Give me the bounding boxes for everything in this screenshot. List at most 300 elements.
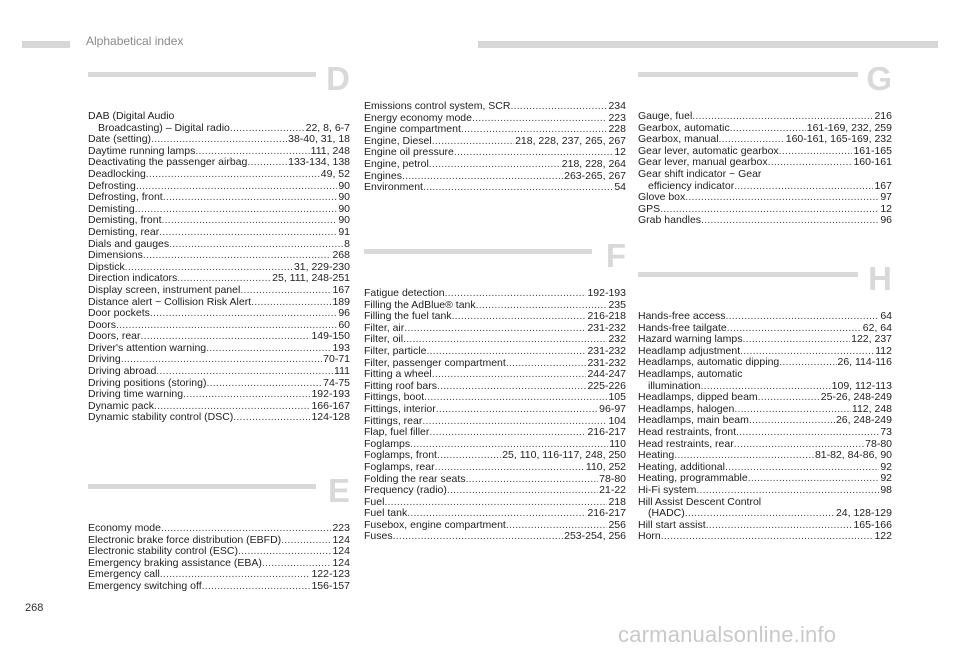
- entry-pages: 12: [614, 146, 626, 159]
- entry-term: Filter, air: [364, 321, 405, 334]
- dot-leader: [437, 381, 587, 393]
- entry-term: Fatigue detection: [364, 287, 445, 299]
- entry-term: Defrosting, front: [88, 191, 163, 204]
- entry-term: Hill start assist: [638, 518, 706, 531]
- entry-pages: 149-150: [311, 330, 350, 343]
- entry-pages: 81-82, 84-86, 90: [814, 449, 892, 462]
- index-entry-heading: DAB (Digital Audio: [88, 110, 175, 122]
- entry-pages: 165-166: [853, 518, 892, 531]
- entry-term: Gearbox, automatic: [638, 121, 730, 134]
- index-entry: [638, 531, 892, 543]
- entry-pages: 112: [875, 344, 892, 357]
- dot-leader: [768, 157, 853, 169]
- index-entry: [364, 462, 626, 474]
- entry-term: Dynamic pack: [88, 399, 154, 412]
- dot-leader: [162, 215, 338, 227]
- entry-term: Headlamps, dipped beam: [638, 391, 758, 404]
- entry-term: Electronic stability control (ESC): [88, 545, 238, 558]
- dot-leader: [424, 392, 607, 404]
- index-entry: [364, 101, 626, 113]
- dot-leader: [674, 450, 814, 462]
- entry-term: Filling the fuel tank: [364, 310, 452, 323]
- entry-term: Fittings, boot: [364, 391, 425, 404]
- entry-term: Electronic brake force distribution (EBFD): [88, 533, 282, 546]
- entry-pages: 104: [608, 414, 626, 427]
- entry-term: Engine, petrol: [364, 157, 429, 170]
- entry-term: Date (setting): [88, 133, 152, 146]
- index-entry: [364, 531, 626, 543]
- section-d-header: [88, 60, 350, 102]
- index-entry: [364, 404, 626, 416]
- entry-term: Filter, passenger compartment: [364, 356, 506, 369]
- entry-term: Broadcasting) – Digital radio: [98, 121, 230, 134]
- dot-leader: [393, 531, 564, 543]
- entry-pages: 90: [338, 191, 350, 204]
- entry-pages: 218, 228, 237, 265, 267: [515, 134, 626, 147]
- index-entry-heading: Headlamps, automatic: [638, 367, 743, 380]
- index-entry: [88, 250, 350, 262]
- index-entry: [88, 343, 350, 355]
- entry-pages: 216-218: [587, 310, 626, 323]
- entry-pages: 234: [608, 100, 626, 112]
- entry-term: Glove box: [638, 191, 686, 204]
- entry-pages: 96: [880, 214, 892, 227]
- header-bar-left: [22, 41, 70, 48]
- entry-pages: 25, 111, 248-251: [272, 272, 350, 285]
- dot-leader: [281, 535, 331, 547]
- entry-term: Engine compartment: [364, 123, 461, 136]
- entry-pages: 26, 114-116: [837, 356, 892, 369]
- entry-term: Hands-free tailgate: [638, 321, 727, 334]
- entry-term: Head restraints, rear: [638, 437, 734, 450]
- entry-pages: 96-97: [599, 402, 626, 415]
- entry-term: Distance alert ~ Collision Risk Alert: [88, 295, 252, 308]
- dot-leader: [116, 320, 337, 332]
- section-divider: [364, 249, 592, 254]
- entry-term: Flap, fuel filler: [364, 426, 430, 439]
- index-entry: [88, 581, 350, 593]
- dot-leader: [150, 308, 337, 320]
- entry-pages: 91: [338, 225, 350, 238]
- entry-term: Display screen, instrument panel: [88, 283, 241, 296]
- entry-term: Doors: [88, 318, 117, 331]
- dot-leader: [436, 404, 598, 416]
- dot-leader: [247, 157, 287, 169]
- dot-leader: [143, 250, 332, 262]
- dot-leader: [402, 171, 563, 183]
- entry-pages: 216: [874, 110, 892, 122]
- entry-term: Dimensions: [88, 249, 143, 262]
- entry-pages: 97: [880, 191, 892, 204]
- entry-pages: 92: [880, 460, 892, 473]
- index-list: [88, 523, 350, 593]
- dot-leader: [169, 239, 343, 251]
- index-entry: [638, 485, 892, 497]
- entry-pages: 167: [874, 179, 892, 192]
- entry-pages: 98: [880, 483, 892, 496]
- index-entry: [364, 485, 626, 497]
- entry-term: Fusebox, engine compartment: [364, 518, 506, 531]
- dot-leader: [445, 288, 587, 300]
- entry-term: Daytime running lamps: [88, 144, 196, 157]
- entry-pages: 90: [338, 214, 350, 227]
- entry-pages: 235: [608, 298, 626, 311]
- dot-leader: [156, 366, 333, 378]
- entry-pages: 12: [880, 202, 892, 215]
- entry-term: Demisting, front: [88, 214, 162, 227]
- entry-term: Driving: [88, 353, 121, 366]
- entry-term: Defrosting: [88, 179, 136, 192]
- entry-term: Heating, programmable: [638, 472, 748, 485]
- entry-pages: 78-80: [865, 437, 892, 450]
- dot-leader: [135, 204, 338, 216]
- entry-pages: 193: [332, 341, 350, 354]
- entry-pages: 167: [332, 283, 350, 296]
- dot-leader: [749, 415, 835, 427]
- entry-pages: 231-232: [587, 356, 626, 369]
- entry-pages: 231-232: [587, 321, 626, 334]
- dot-leader: [706, 520, 853, 532]
- entry-pages: 218: [608, 495, 626, 508]
- dot-leader: [435, 462, 585, 474]
- entry-pages: 54: [614, 181, 626, 194]
- index-entry-heading: Gear shift indicator ~ Gear: [638, 167, 762, 180]
- entry-term: Driving positions (storing): [88, 376, 207, 389]
- entry-pages: 74-75: [323, 376, 350, 389]
- dot-leader: [748, 473, 880, 485]
- entry-term: Gear lever, manual gearbox: [638, 156, 768, 169]
- dot-leader: [685, 508, 835, 520]
- entry-term: Driver's attention warning: [88, 341, 207, 354]
- index-entry: [88, 366, 350, 378]
- dot-leader: [403, 334, 607, 346]
- entry-pages: 223: [608, 111, 626, 124]
- entry-pages: 189: [332, 295, 350, 308]
- dot-leader: [426, 346, 586, 358]
- entry-term: Headlamps, halogen: [638, 402, 735, 415]
- entry-pages: 31, 229-230: [293, 260, 350, 273]
- entry-term: Folding the rear seats: [364, 472, 466, 485]
- dot-leader: [685, 192, 879, 204]
- entry-term: efficiency indicator: [648, 179, 735, 192]
- entry-pages: 228: [608, 123, 626, 136]
- dot-leader: [779, 146, 853, 158]
- entry-term: Demisting, rear: [88, 225, 160, 238]
- dot-leader: [758, 392, 820, 404]
- dot-leader: [466, 474, 599, 486]
- entry-pages: 192-193: [587, 287, 626, 299]
- entry-term: Demisting: [88, 202, 135, 215]
- dot-leader: [779, 357, 836, 369]
- entry-pages: 60: [338, 318, 350, 331]
- entry-pages: 78-80: [599, 472, 626, 485]
- dot-leader: [206, 343, 331, 355]
- entry-pages: 25-26, 248-249: [820, 391, 892, 404]
- entry-term: Hi-Fi system: [638, 483, 697, 496]
- entry-term: Dipstick: [88, 260, 125, 273]
- index-entry: [638, 392, 892, 404]
- section-h-header: [638, 260, 892, 302]
- section-d: [88, 60, 350, 424]
- dot-leader: [422, 416, 607, 428]
- section-letter: F: [605, 237, 626, 274]
- entry-term: Driving time warning: [88, 388, 184, 401]
- entry-term: Heating: [638, 449, 675, 462]
- dot-leader: [432, 369, 587, 381]
- dot-leader: [163, 192, 338, 204]
- dot-leader: [202, 581, 311, 593]
- entry-term: Driving abroad: [88, 365, 157, 378]
- entry-pages: 231-232: [587, 344, 626, 357]
- index-entry: [364, 288, 626, 300]
- entry-term: Engines: [364, 169, 402, 182]
- section-e-continued: [364, 101, 626, 194]
- dot-leader: [447, 485, 598, 497]
- section-h: [638, 260, 892, 543]
- entry-term: Headlamps, automatic dipping: [638, 356, 780, 369]
- index-list: [364, 288, 626, 543]
- entry-pages: 124: [332, 556, 350, 569]
- dot-leader: [734, 181, 873, 193]
- index-entry: [364, 182, 626, 194]
- entry-term: Dynamic stability control (DSC): [88, 411, 234, 424]
- entry-term: Filter, particle: [364, 344, 427, 357]
- dot-leader: [701, 215, 879, 227]
- dot-leader: [734, 404, 851, 416]
- index-entry: [638, 427, 892, 439]
- dot-leader: [452, 311, 587, 323]
- entry-pages: 25, 110, 116-117, 248, 250: [502, 449, 626, 462]
- index-entry: [88, 285, 350, 297]
- index-entry: [364, 323, 626, 335]
- index-entry: [88, 308, 350, 320]
- entry-term: Headlamps, main beam: [638, 414, 749, 427]
- dot-leader: [429, 427, 586, 439]
- entry-term: Direction indicators: [88, 272, 178, 285]
- index-entry: [88, 227, 350, 239]
- entry-term: Fuel: [364, 495, 385, 508]
- dot-leader: [696, 485, 879, 497]
- entry-pages: 268: [332, 249, 350, 262]
- entry-pages: 156-157: [311, 579, 350, 592]
- entry-pages: 90: [338, 202, 350, 215]
- dot-leader: [136, 181, 337, 193]
- entry-pages: 24, 128-129: [835, 507, 892, 520]
- entry-term: Deactivating the passenger airbag: [88, 156, 248, 169]
- entry-pages: 110: [609, 437, 626, 450]
- dot-leader: [510, 101, 607, 113]
- dot-leader: [661, 531, 874, 543]
- index-entry: [638, 111, 892, 123]
- index-entry: [88, 192, 350, 204]
- entry-pages: 64: [880, 310, 892, 322]
- dot-leader: [423, 182, 613, 194]
- dot-leader: [161, 523, 332, 535]
- section-divider: [88, 484, 316, 489]
- entry-pages: 232: [608, 333, 626, 346]
- entry-term: Door pockets: [88, 307, 150, 320]
- index-list: [364, 101, 626, 194]
- entry-term: Doors, rear: [88, 330, 141, 343]
- entry-pages: 122-123: [311, 568, 350, 581]
- dot-leader: [251, 297, 331, 309]
- entry-pages: 223: [332, 522, 350, 534]
- entry-pages: 111: [334, 365, 350, 378]
- entry-term: Deadlocking: [88, 167, 146, 180]
- dot-leader: [727, 323, 862, 335]
- entry-pages: 90: [338, 179, 350, 192]
- index-entry: [88, 169, 350, 181]
- section-letter: H: [868, 260, 892, 297]
- entry-pages: 122, 237: [851, 333, 892, 346]
- index-entry: [638, 520, 892, 532]
- index-entry: [88, 523, 350, 535]
- index-list: [638, 311, 892, 543]
- entry-pages: 70-71: [323, 353, 350, 366]
- entry-pages: 216-217: [587, 507, 626, 520]
- entry-term: Grab handles: [638, 214, 702, 227]
- section-e: [88, 472, 350, 593]
- dot-leader: [692, 111, 873, 123]
- index-list: [88, 111, 350, 424]
- dot-leader: [404, 323, 586, 335]
- entry-term: Emergency braking assistance (EBA): [88, 556, 262, 569]
- section-letter: E: [327, 472, 350, 509]
- entry-term: Fittings, interior: [364, 402, 436, 415]
- entry-term: Fittings, rear: [364, 414, 423, 427]
- index-entry: [638, 508, 892, 520]
- entry-pages: 244-247: [587, 368, 626, 381]
- entry-pages: 110, 252: [585, 460, 626, 473]
- dot-leader: [472, 113, 607, 125]
- entry-pages: 111, 248: [310, 144, 350, 157]
- entry-pages: 225-226: [587, 379, 626, 392]
- entry-term: Fitting roof bars: [364, 379, 437, 392]
- entry-pages: 22, 8, 6-7: [305, 121, 350, 134]
- entry-pages: 160-161: [853, 156, 892, 169]
- entry-term: Head restraints, front: [638, 425, 737, 438]
- entry-term: Headlamp adjustment: [638, 344, 741, 357]
- section-f-header: [364, 237, 626, 279]
- entry-term: Environment: [364, 181, 423, 194]
- entry-pages: 160-161, 165-169, 232: [785, 133, 892, 146]
- entry-term: Gear lever, automatic gearbox: [638, 144, 779, 157]
- entry-term: Economy mode: [88, 522, 161, 534]
- entry-term: Filling the AdBlue® tank: [364, 298, 476, 311]
- entry-term: Dials and gauges: [88, 237, 170, 250]
- dot-leader: [384, 497, 607, 509]
- index-entry-heading: Hill Assist Descent Control: [638, 495, 762, 508]
- entry-pages: 49, 52: [320, 167, 350, 180]
- index-entry: [638, 311, 892, 323]
- dot-leader: [206, 378, 322, 390]
- entry-pages: 161-169, 232, 259: [806, 121, 892, 134]
- entry-pages: 92: [880, 472, 892, 485]
- section-e-header: [88, 472, 350, 514]
- entry-pages: 218, 228, 264: [561, 157, 626, 170]
- entry-term: (HADC): [648, 507, 685, 520]
- entry-term: Foglamps, front: [364, 449, 437, 462]
- entry-pages: 161-165: [853, 144, 892, 157]
- entry-pages: 192-193: [311, 388, 350, 401]
- dot-leader: [159, 227, 337, 239]
- index-entry: [638, 215, 892, 227]
- entry-pages: 256: [608, 518, 626, 531]
- entry-term: Fuel tank: [364, 507, 408, 520]
- index-entry: [364, 427, 626, 439]
- dot-leader: [146, 169, 320, 181]
- section-letter: D: [326, 60, 350, 97]
- dot-leader: [183, 389, 310, 401]
- entry-term: Foglamps: [364, 437, 411, 450]
- section-divider: [638, 72, 858, 77]
- header-bar-right: [478, 41, 938, 48]
- dot-leader: [240, 285, 331, 297]
- entry-pages: 122: [874, 530, 892, 543]
- entry-term: Engine, Diesel: [364, 134, 432, 147]
- dot-leader: [506, 358, 587, 370]
- entry-pages: 124: [332, 533, 350, 546]
- section-g-header: [638, 60, 892, 102]
- index-entry: [364, 346, 626, 358]
- index-entry: [638, 192, 892, 204]
- section-divider: [638, 272, 858, 277]
- entry-pages: 26, 248-249: [835, 414, 892, 427]
- index-entry: [364, 369, 626, 381]
- entry-pages: 8: [344, 237, 350, 250]
- entry-term: Filter, oil: [364, 333, 404, 346]
- dot-leader: [233, 412, 310, 424]
- entry-pages: 38-40, 31, 18: [288, 133, 350, 146]
- entry-term: Frequency (radio): [364, 484, 447, 497]
- entry-pages: 96: [338, 307, 350, 320]
- dot-leader: [726, 311, 880, 323]
- entry-pages: 62, 64: [862, 321, 892, 334]
- section-divider: [88, 72, 316, 77]
- section-letter: G: [866, 60, 892, 97]
- page-title: Alphabetical index: [86, 34, 184, 48]
- entry-pages: 124-128: [311, 411, 350, 424]
- entry-pages: 263-265, 267: [564, 169, 626, 182]
- entry-term: Gearbox, manual: [638, 133, 719, 146]
- dot-leader: [736, 427, 879, 439]
- entry-term: Emissions control system, SCR: [364, 100, 511, 112]
- entry-term: GPS: [638, 202, 661, 215]
- section-f: [364, 237, 626, 543]
- entry-term: illumination: [648, 379, 701, 392]
- entry-term: Energy economy mode: [364, 111, 472, 124]
- dot-leader: [725, 462, 879, 474]
- index-entry: [88, 412, 350, 424]
- entry-term: Hands-free access: [638, 310, 726, 322]
- entry-term: Emergency call: [88, 568, 160, 581]
- entry-term: Fuses: [364, 530, 393, 543]
- entry-pages: 133-134, 138: [288, 156, 350, 169]
- entry-pages: 253-254, 256: [564, 530, 626, 543]
- watermark-text: carmanualsonline.info: [618, 622, 837, 647]
- entry-pages: 73: [880, 425, 892, 438]
- entry-term: Heating, additional: [638, 460, 725, 473]
- entry-pages: 112, 248: [851, 402, 892, 415]
- entry-pages: 166-167: [311, 399, 350, 412]
- dot-leader: [437, 450, 501, 462]
- dot-leader: [429, 159, 561, 171]
- dot-leader: [742, 334, 850, 346]
- entry-term: Fitting a wheel: [364, 368, 432, 381]
- index-entry: [364, 159, 626, 171]
- entry-term: Gauge, fuel: [638, 110, 693, 122]
- entry-term: Engine oil pressure: [364, 146, 454, 159]
